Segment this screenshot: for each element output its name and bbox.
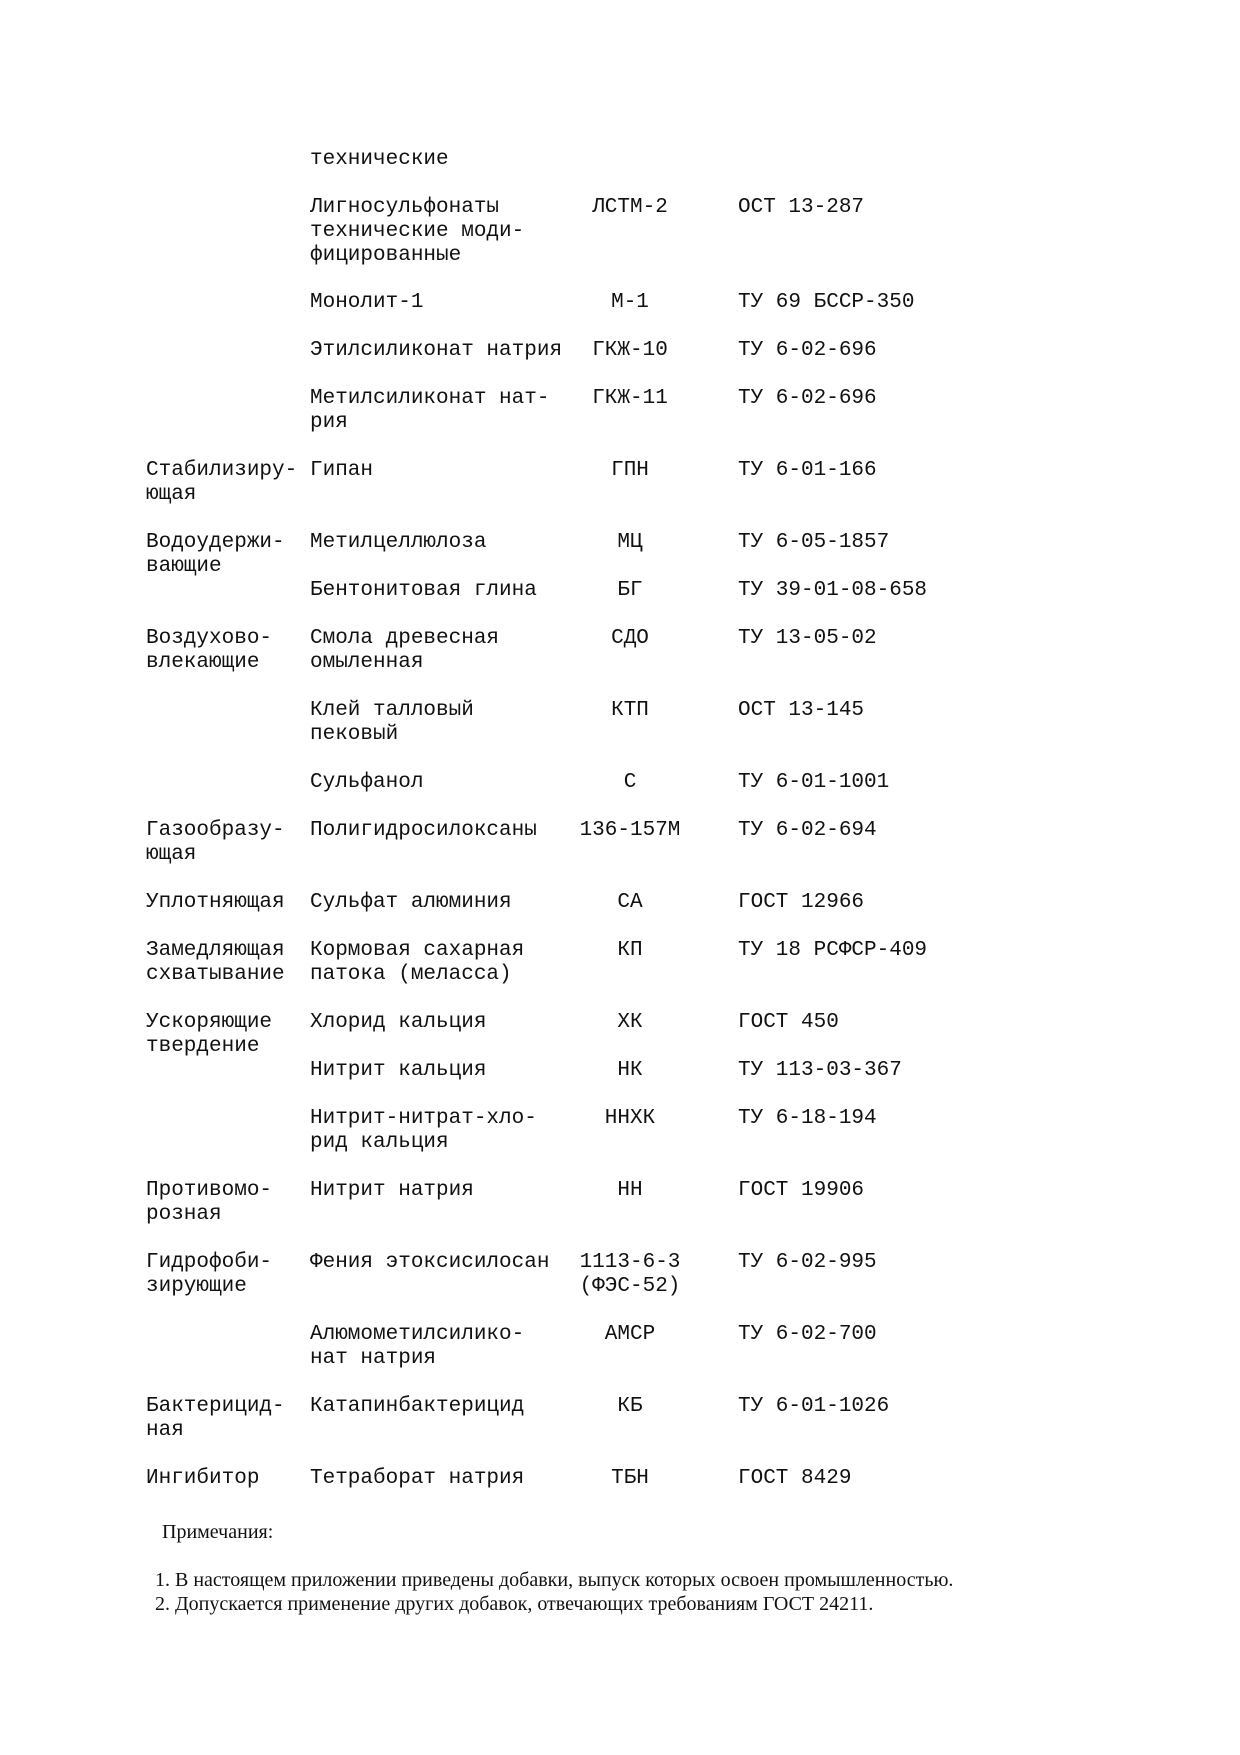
additive-code-cell: СА — [617, 891, 643, 914]
additive-code-cell: ХК — [617, 1011, 643, 1034]
standard-doc-cell: ОСТ 13-287 — [738, 196, 865, 219]
function-cell: Воздухово- влекающие — [146, 627, 273, 674]
additive-name-cell: Нитрит кальция — [310, 1059, 487, 1082]
additive-code-cell: М-1 — [611, 291, 649, 314]
additive-name-cell: Алюмометилсилико- нат натрия — [310, 1323, 525, 1370]
additive-name-cell: Монолит-1 — [310, 291, 424, 314]
standard-doc-cell: ТУ 18 РСФСР-409 — [738, 939, 928, 962]
additive-code-cell: ННХК — [604, 1107, 656, 1130]
standard-doc-cell: ТУ 6-05-1857 — [738, 531, 890, 554]
function-cell: Стабилизиру- ющая — [146, 459, 298, 506]
standard-doc-cell: ТУ 39-01-08-658 — [738, 579, 928, 602]
additive-name-cell: Гипан — [310, 459, 374, 482]
standard-doc-cell: ТУ 6-02-995 — [738, 1251, 877, 1274]
additive-name-cell: Бентонитовая глина — [310, 579, 537, 602]
additive-code-cell: МЦ — [617, 531, 643, 554]
standard-doc-cell: ТУ 69 БССР-350 — [738, 291, 915, 314]
additive-name-cell: Этилсиликонат натрия — [310, 339, 563, 362]
notes-list — [155, 1568, 1205, 1616]
additive-code-cell: 1113-6-3 (ФЭС-52) — [579, 1251, 681, 1298]
standard-doc-cell: ТУ 6-02-700 — [738, 1323, 877, 1346]
function-cell: Противомо- розная — [146, 1179, 273, 1226]
additive-code-cell: ЛСТМ-2 — [592, 196, 668, 219]
function-cell: Уплотняющая — [146, 891, 285, 914]
additive-code-cell: СДО — [611, 627, 649, 650]
function-cell: Газообразу- ющая — [146, 819, 285, 866]
standard-doc-cell: ГОСТ 19906 — [738, 1179, 865, 1202]
standard-doc-cell: ТУ 6-02-696 — [738, 387, 877, 410]
note-item: 2. Допускается применение других добавок, отвечающих требованиям ГОСТ 24211. — [155, 1593, 874, 1615]
note-item: 1. В настоящем приложении приведены добавки, выпуск которых освоен промышленностью. — [155, 1569, 954, 1591]
additive-name-cell: Катапинбактерицид — [310, 1395, 525, 1418]
function-cell: Гидрофоби- зирующие — [146, 1251, 273, 1298]
additive-name-cell: Лигносульфонаты технические моди- фицированные — [310, 196, 525, 267]
standard-doc-cell: ТУ 6-01-1026 — [738, 1395, 890, 1418]
additive-code-cell: ГКЖ-11 — [592, 387, 668, 410]
additive-code-cell: БГ — [617, 579, 643, 602]
additive-name-cell: Хлорид кальция — [310, 1011, 487, 1034]
additive-code-cell: ГКЖ-10 — [592, 339, 668, 362]
function-cell: Ингибитор — [146, 1467, 260, 1490]
additive-code-cell: АМСР — [604, 1323, 656, 1346]
standard-doc-cell: ТУ 113-03-367 — [738, 1059, 902, 1082]
additive-name-cell: Полигидросилоксаны — [310, 819, 537, 842]
additive-name-cell: технические — [310, 148, 449, 171]
standard-doc-cell: ТУ 13-05-02 — [738, 627, 877, 650]
function-cell: Ускоряющие твердение — [146, 1011, 273, 1058]
additive-code-cell: КБ — [617, 1395, 643, 1418]
additive-code-cell: КТП — [611, 699, 649, 722]
additive-code-cell: НН — [617, 1179, 643, 1202]
standard-doc-cell: ГОСТ 450 — [738, 1011, 839, 1034]
additive-name-cell: Фения этоксисилосан — [310, 1251, 550, 1274]
standard-doc-cell: ТУ 6-01-1001 — [738, 771, 890, 794]
standard-doc-cell: ОСТ 13-145 — [738, 699, 865, 722]
function-cell: Водоудержи- вающие — [146, 531, 285, 578]
additive-name-cell: Сульфат алюминия — [310, 891, 512, 914]
standard-doc-cell: ГОСТ 8429 — [738, 1467, 852, 1490]
additive-name-cell: Метилсиликонат нат- рия — [310, 387, 550, 434]
additive-name-cell: Клей талловый пековый — [310, 699, 474, 746]
additive-name-cell: Смола древесная омыленная — [310, 627, 500, 674]
additive-name-cell: Нитрит натрия — [310, 1179, 474, 1202]
additive-name-cell: Тетраборат натрия — [310, 1467, 525, 1490]
additive-code-cell: ТБН — [611, 1467, 649, 1490]
additive-name-cell: Сульфанол — [310, 771, 424, 794]
notes-title: Примечания: — [162, 1521, 274, 1543]
standard-doc-cell: ТУ 6-02-696 — [738, 339, 877, 362]
additive-code-cell: 136-157М — [579, 819, 681, 842]
additive-code-cell: КП — [617, 939, 643, 962]
function-cell: Бактерицид- ная — [146, 1395, 285, 1442]
standard-doc-cell: ГОСТ 12966 — [738, 891, 865, 914]
standard-doc-cell: ТУ 6-02-694 — [738, 819, 877, 842]
additive-name-cell: Нитрит-нитрат-хло- рид кальция — [310, 1107, 537, 1154]
additive-name-cell: Метилцеллюлоза — [310, 531, 487, 554]
additive-code-cell: ГПН — [611, 459, 649, 482]
function-cell: Замедляющая схватывание — [146, 939, 285, 986]
additive-code-cell: С — [623, 771, 637, 794]
standard-doc-cell: ТУ 6-01-166 — [738, 459, 877, 482]
additive-code-cell: НК — [617, 1059, 643, 1082]
additive-name-cell: Кормовая сахарная патока (меласса) — [310, 939, 525, 986]
standard-doc-cell: ТУ 6-18-194 — [738, 1107, 877, 1130]
